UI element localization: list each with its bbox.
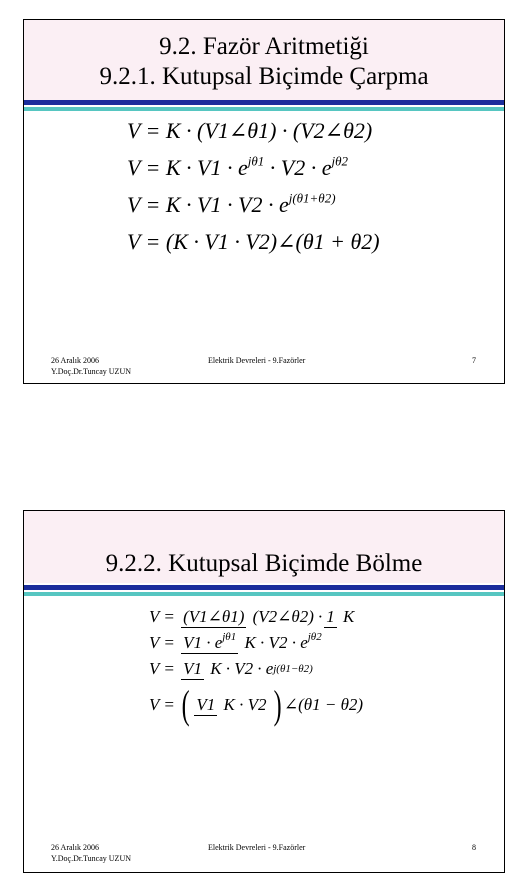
equation-2-exponent-2: jθ2 [331,153,348,169]
denominator [242,632,323,652]
equation-2-exponent-1: jθ1 [247,153,265,169]
footer-course: Elektrik Devreleri - 9.Fazörler [208,356,306,365]
equation-4: V = (K · V1 · V2)∠(θ1 + θ2) [127,229,380,254]
equation-2 [127,149,380,186]
title-rule-teal [24,592,504,596]
slide-title [24,20,504,92]
equation-2 [149,630,363,653]
fraction [181,630,324,653]
equation-3-exponent: j(θ1+θ2) [288,190,336,206]
equation-3-base: V = K · V1 · V2 · e [127,192,289,217]
fraction [181,607,316,627]
slide-title: 9.2.2. Kutupsal Biçimde Bölme [105,550,423,577]
numerator: (V1∠θ1) [183,607,245,626]
title-rule-blue [24,100,504,105]
denominator: K [342,607,355,626]
right-parenthesis: ) [273,682,282,727]
numerator: V1 [196,695,216,714]
equation-1: V = K · (V1∠θ1) · (V2∠θ2) [127,118,373,143]
footer-date: 26 Aralık 2006 [51,356,99,365]
numerator [181,630,238,654]
footer-page-number: 7 [472,356,476,365]
denominator: K · V2 [223,695,267,714]
numerator-base: V1 · e [183,633,223,652]
equation-3-tail: · e [257,659,274,678]
equation-block [149,607,363,731]
equation-lhs: V = [149,633,175,652]
equation-4-tail: ∠(θ1 − θ2) [283,695,364,714]
slide-7 [23,19,505,384]
footer-page-number: 8 [472,843,476,852]
left-parenthesis: ( [181,682,190,727]
footer-author: Y.Doç.Dr.Tuncay UZUN [51,854,131,863]
equation-3: V = V1 K · V2 · e j(θ1−θ2) [149,659,313,678]
numerator: V1 [183,659,202,678]
fraction [194,695,268,715]
equation-block [127,112,380,260]
numerator-exponent: jθ1 [222,630,237,643]
equation-lhs: V = [149,607,175,626]
footer-author: Y.Doç.Dr.Tuncay UZUN [51,367,131,376]
fraction [324,607,356,627]
slide-title-area [24,511,504,583]
denominator-base: K · V2 · e [244,633,308,652]
slide-8 [23,510,505,873]
equation-4 [149,682,364,727]
denominator: (V2∠θ2) [252,607,314,626]
equation-lhs: V = [149,695,175,714]
denominator: K · V2 [210,659,254,678]
title-line-2: 9.2.1. Kutupsal Biçimde Çarpma [99,63,429,90]
title-line-1: 9.2. Fazör Aritmetiği [159,33,369,60]
slide-title-area [24,20,504,100]
footer-course: Elektrik Devreleri - 9.Fazörler [208,843,306,852]
numerator: 1 [326,607,335,626]
footer-date: 26 Aralık 2006 [51,843,99,852]
multiply-dot: · [317,607,323,626]
fraction [181,659,255,679]
equation-2-middle: · V2 · e [264,155,332,180]
equation-2-base: V = K · V1 · e [127,155,248,180]
equation-lhs: V = [149,659,175,678]
equation-1 [149,607,363,627]
title-rule-blue [24,585,504,590]
denominator-exponent: jθ2 [307,630,322,643]
equation-3 [127,186,380,223]
title-rule-teal [24,107,504,111]
